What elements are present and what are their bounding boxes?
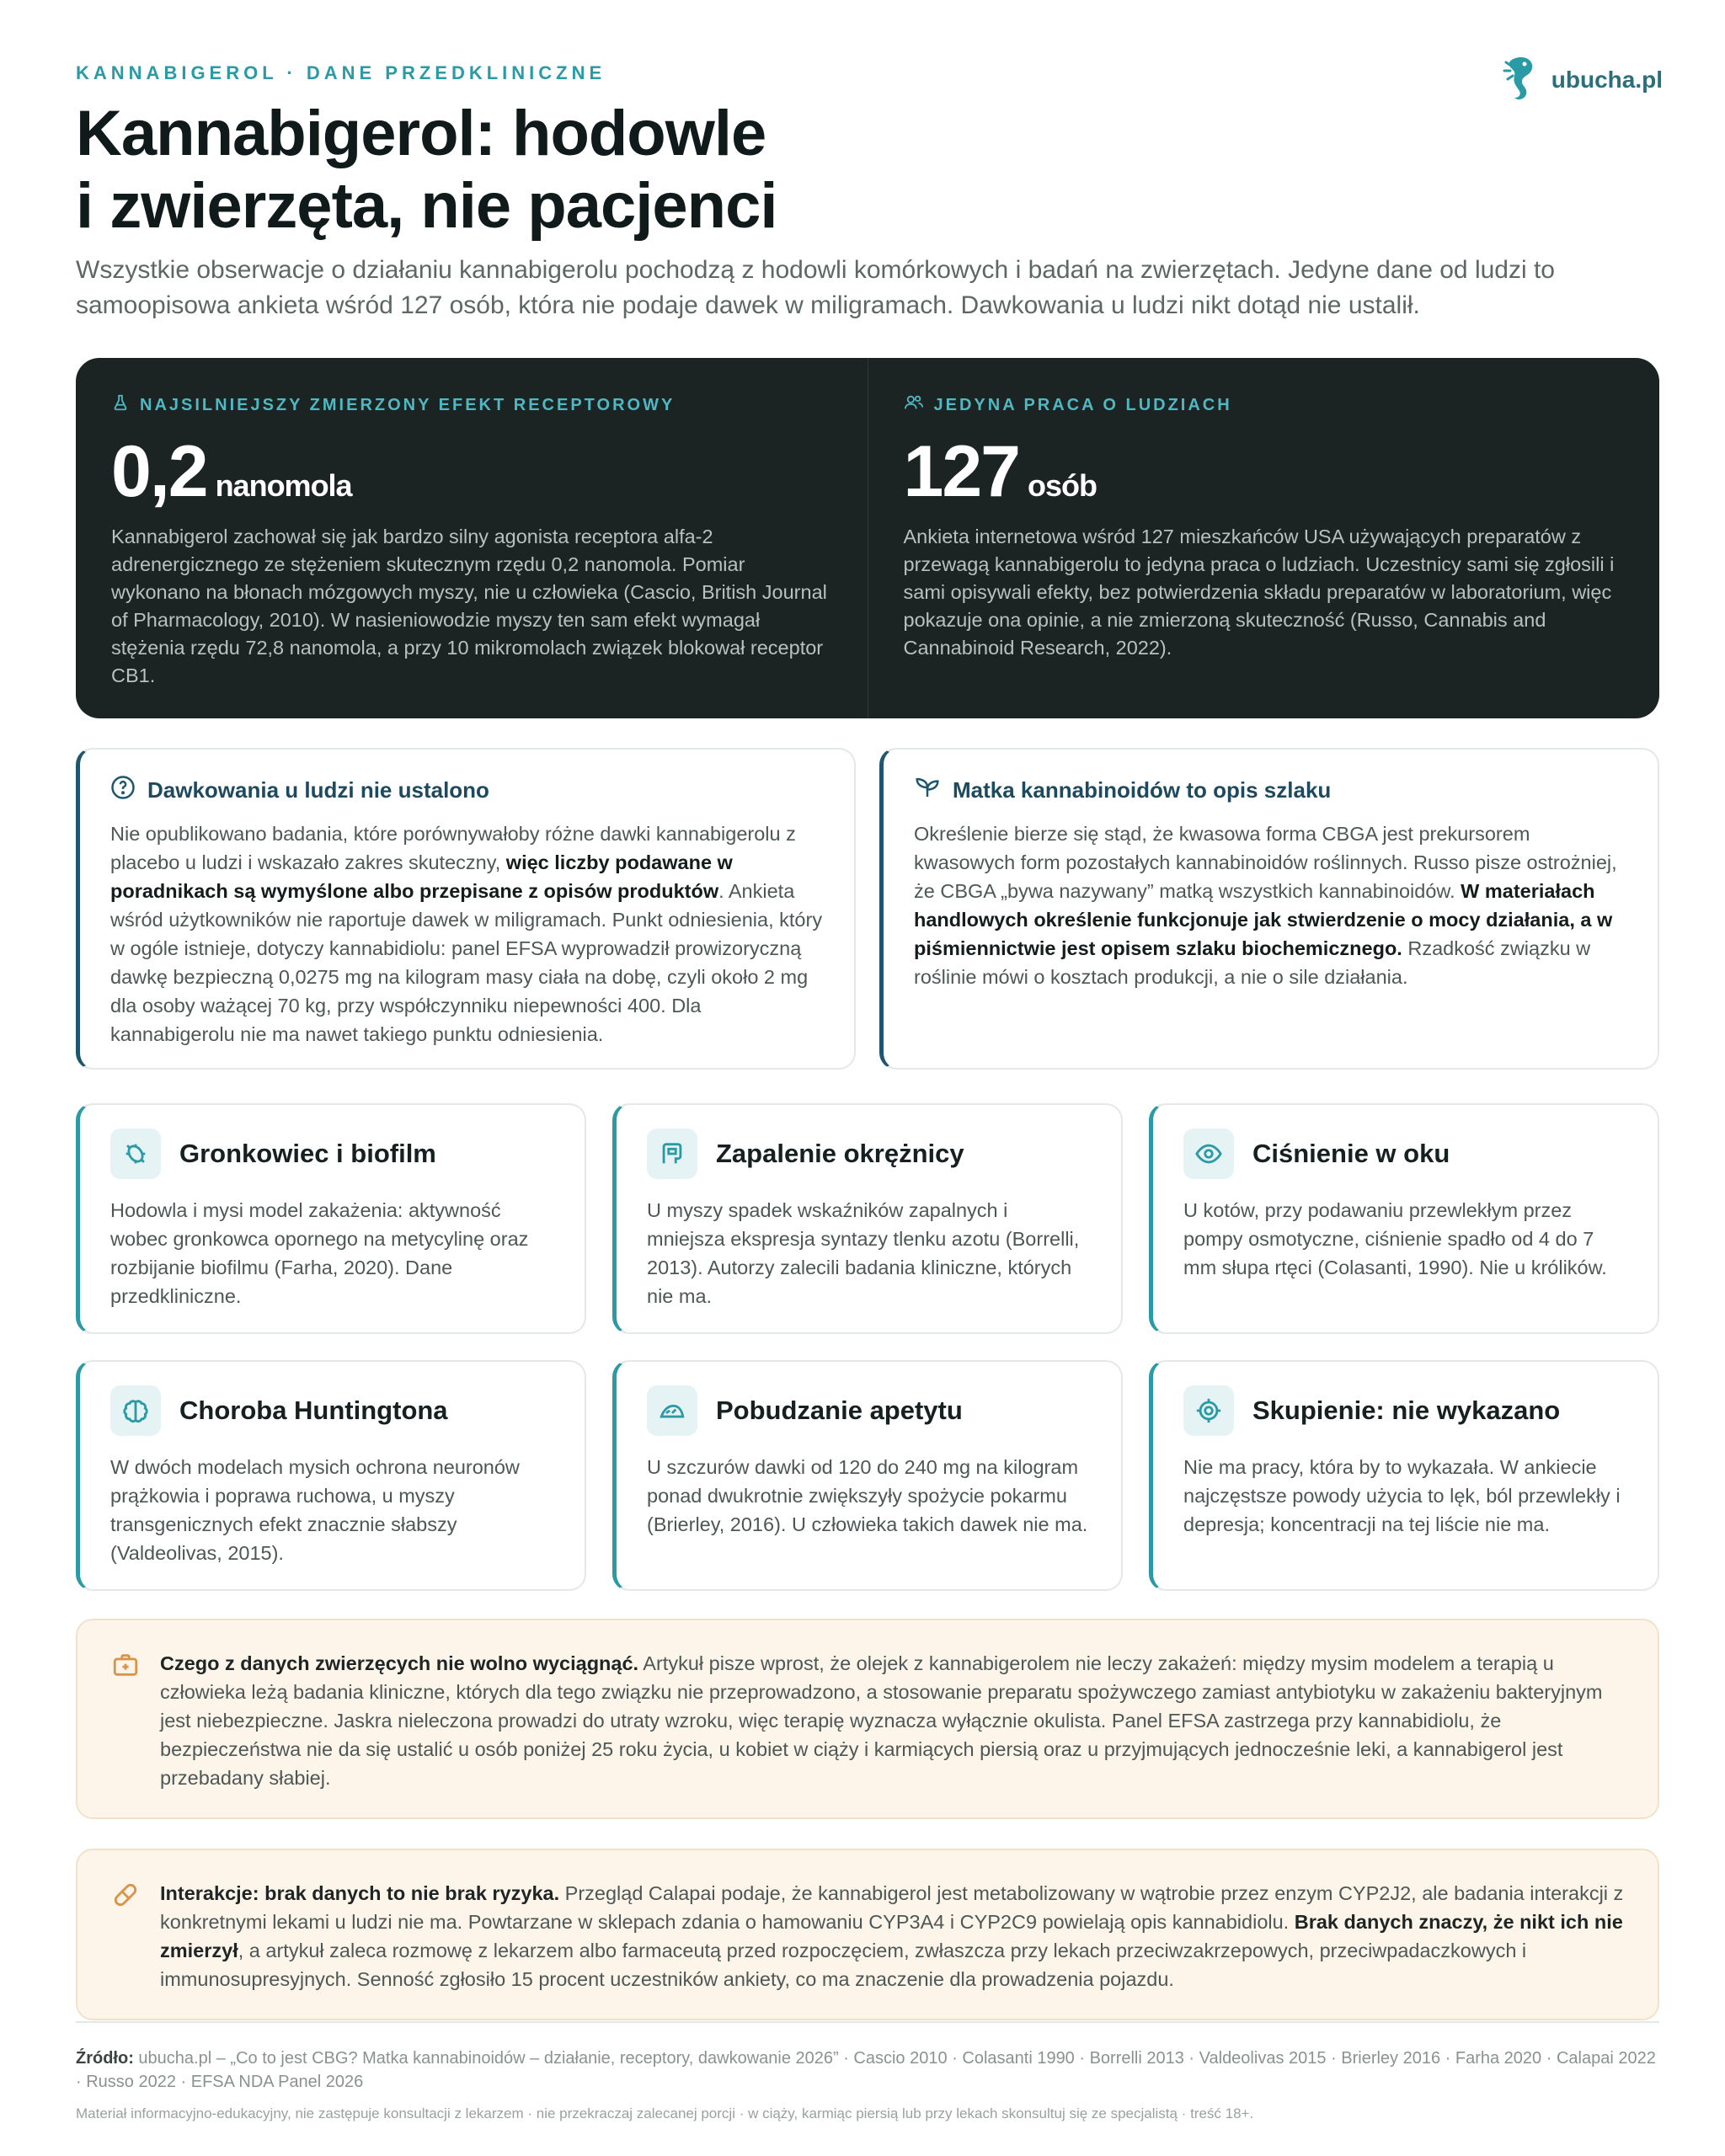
info-box-dosing	[76, 748, 856, 1070]
card-text: Nie ma pracy, która by to wykazała. W ankiecie najczęstsze powody użycia to lęk, ból przewlekły i depresja; koncentracji na tej liście nie ma.	[1183, 1456, 1621, 1535]
focus-target-icon	[1183, 1385, 1234, 1436]
key-stats-panel	[76, 358, 1659, 718]
stat-human-study	[868, 358, 1660, 718]
card-title: Choroba Huntingtona	[179, 1396, 448, 1425]
info-box-mother-cannabinoid	[879, 748, 1659, 1070]
pill-icon	[111, 1881, 140, 2019]
title-line-1: Kannabigerol: hodowle	[76, 98, 766, 169]
page-title	[76, 98, 777, 243]
info-box-text: Nie opublikowano badania, które porównywałoby różne dawki kannabigerolu z placebo u ludzi i wskazało zakres skuteczny, więc liczby podawane w poradnikach są wymyślone albo przepisane z opisów produktów. Ankieta wśród użytkowników nie raportuje dawek w miligramach. Punkt odniesienia, który w ogóle istnieje, dotyczy kannabidiolu: panel EFSA wyprowadził prowizoryczną dawkę bezpieczną 0,0275 mg na kilogram masy ciała na dobę, czyli około 2 mg dla osoby ważącej 70 kg, przy współczynniku niepewności 400. Dla kannabigerolu nie ma nawet takiego punktu odniesienia.	[110, 823, 823, 1045]
stat-number: 0,2	[111, 431, 207, 512]
warning-text: Czego z danych zwierzęcych nie wolno wyciągnąć. Artykuł pisze wprost, że olejek z kannabigerolem nie leczy zakażeń: między mysim modelem a terapią u człowieka leżą badania kliniczne, których dla tego związku nie przeprowadzono, a stosowanie preparatu spożywczego zamiast antybiotyku w zakażeniu bakteryjnym jest niebezpieczne. Jaskra nieleczona prowadzi do utraty wzroku, więc terapię wyznacza wyłącznie okulista. Panel EFSA zastrzega przy kannabidiolu, że bezpieczeństwa nie da się ustalić u osób poniżej 25 roku życia, u kobiet w ciąży i karmiących piersią oraz u przyjmujących jednocześnie leki, a kannabigerol jest przebadany słabiej.	[160, 1652, 1603, 1789]
lead-paragraph: Wszystkie obserwacje o działaniu kannabigerolu pochodzą z hodowli komórkowych i badań na zwierzętach. Jedyne dane od ludzi to samoopisowa ankieta wśród 127 osób, która nie podaje dawek w miligramach. Dawkowania u ludzi nikt dotąd nie ustalił.	[76, 256, 1555, 319]
stat-label	[904, 393, 1625, 417]
stat-label	[111, 393, 832, 417]
info-box-title: Dawkowania u ludzi nie ustalono	[147, 777, 489, 803]
intestine-icon	[647, 1129, 697, 1179]
eyebrow-label: KANNABIGEROL · DANE PRZEDKLINICZNE	[76, 62, 606, 83]
info-box-text: Określenie bierze się stąd, że kwasowa forma CBGA jest prekursorem kwasowych form pozostałych kannabinoidów roślinnych. Russo pisze ostrożniej, że CBGA „bywa nazywany” matką wszystkich kannabinoidów. W materiałach handlowych określenie funkcjonuje jak stwierdzenie o mocy działania, a w piśmiennictwie jest opisem szlaku biochemicznego. Rzadkość związku w roślinie mówi o kosztach produkcji, a nie o sile działania.	[914, 823, 1617, 988]
topic-card-eye-pressure	[1149, 1103, 1659, 1334]
card-text: W dwóch modelach mysich ochrona neuronów prążkowia i poprawa ruchowa, u myszy transgenicznych efekt znacznie słabszy (Valdeolivas, 2015).	[110, 1456, 520, 1564]
stat-number: 127	[903, 431, 1019, 512]
stat-description: Ankieta internetowa wśród 127 mieszkańców USA używających preparatów z przewagą kannabigerolu to jedyna praca o ludziach. Uczestnicy sami się zgłosili i sami opisywali efekty, bez potwierdzenia składu preparatów w laboratorium, więc pokazuje ona opinie, a nie zmierzoną skuteczność (Russo, Cannabis and Cannabinoid Research, 2022).	[903, 526, 1615, 659]
card-title: Ciśnienie w oku	[1252, 1139, 1450, 1168]
stat-receptor-effect	[76, 358, 868, 718]
appetite-icon	[647, 1385, 697, 1436]
topic-card-focus	[1149, 1360, 1659, 1591]
disclaimer: Materiał informacyjno-edukacyjny, nie zastępuje konsultacji z lekarzem · nie przekraczaj zalecanej porcji · w ciąży, karmiąc piersią lub przy lekach skonsultuj się ze specjalistą · treść 18+.	[76, 2105, 1254, 2121]
card-text: U myszy spadek wskaźników zapalnych i mniejsza ekspresja syntazy tlenku azotu (Borrelli, 2013). Autorzy zalecili badania kliniczne, których nie ma.	[647, 1199, 1080, 1307]
topic-card-staph	[76, 1103, 586, 1334]
stat-label-text: NAJSILNIEJSZY ZMIERZONY EFEKT RECEPTOROWY	[140, 395, 676, 414]
flask-icon	[111, 393, 130, 417]
bacteria-icon	[110, 1129, 161, 1179]
seahorse-logo-icon	[1499, 52, 1540, 107]
stat-label-text: JEDYNA PRACA O LUDZIACH	[933, 395, 1232, 414]
stat-unit: nanomola	[215, 468, 352, 503]
warning-text: Interakcje: brak danych to nie brak ryzyka. Przegląd Calapai podaje, że kannabigerol jest metabolizowany w wątrobie przez enzym CYP2J2, ale badania interakcji z konkretnymi lekami u ludzi nie ma. Powtarzane w sklepach zdania o hamowaniu CYP3A4 i CYP2C9 powielają opis kannabidiolu. Brak danych znaczy, że nikt ich nie zmierzył, a artykuł zaleca rozmowę z lekarzem albo farmaceutą przed rozpoczęciem, zwłaszcza przy lekach przeciwzakrzepowych, przeciwpadaczkowych i immunosupresyjnych. Senność zgłosiło 15 procent uczestników ankiety, co ma znaczenie dla prowadzenia pojazdu.	[160, 1882, 1624, 1990]
medical-kit-icon	[111, 1651, 140, 1817]
topic-card-huntington	[76, 1360, 586, 1591]
card-text: U kotów, przy podawaniu przewlekłym przez pompy osmotyczne, ciśnienie spadło od 4 do 7 mm słupa rtęci (Colasanti, 1990). Nie u królików.	[1183, 1199, 1607, 1278]
stat-value	[903, 431, 1625, 512]
people-icon	[904, 393, 924, 417]
card-title: Zapalenie okrężnicy	[716, 1139, 964, 1168]
question-circle-icon	[110, 775, 136, 806]
eye-icon	[1183, 1129, 1234, 1179]
card-text: Hodowla i mysi model zakażenia: aktywność wobec gronkowca opornego na metycylinę oraz rozbijanie biofilmu (Farha, 2020). Dane przedkliniczne.	[110, 1199, 529, 1307]
card-title: Skupienie: nie wykazano	[1252, 1396, 1561, 1425]
info-box-heading	[110, 775, 824, 806]
card-text: U szczurów dawki od 120 do 240 mg na kilogram ponad dwukrotnie zwiększyły spożycie pokarmu (Brierley, 2016). U człowieka takich dawek nie ma.	[647, 1456, 1088, 1535]
stat-description: Kannabigerol zachował się jak bardzo silny agonista receptora alfa-2 adrenergicznego ze stężeniem skutecznym rzędu 0,2 nanomola. Pomiar wykonano na błonach mózgowych myszy, nie u człowieka (Cascio, British Journal of Pharmacology, 2010). W nasieniowodzie myszy ten sam efekt wymagał stężenia rzędu 72,8 nanomola, a przy 10 mikromolach związek blokował receptor CB1.	[111, 526, 827, 686]
warning-box-animal-data	[76, 1619, 1659, 1819]
warning-box-interactions	[76, 1849, 1659, 2020]
stat-unit: osób	[1028, 468, 1097, 503]
topic-card-colitis	[612, 1103, 1123, 1334]
card-title: Gronkowiec i biofilm	[179, 1139, 436, 1168]
card-title: Pobudzanie apetytu	[716, 1396, 963, 1425]
info-box-title: Matka kannabinoidów to opis szlaku	[953, 777, 1332, 803]
brand-name: ubucha.pl	[1551, 66, 1663, 93]
topic-card-appetite	[612, 1360, 1123, 1591]
stat-value	[111, 431, 832, 512]
title-line-2: i zwierzęta, nie pacjenci	[76, 170, 777, 242]
brain-icon	[110, 1385, 161, 1436]
footer-divider	[76, 2021, 1659, 2023]
brand-logo-link[interactable]	[1499, 52, 1663, 107]
info-box-heading	[914, 775, 1627, 806]
source-citation: Źródło: ubucha.pl – „Co to jest CBG? Matka kannabinoidów – działanie, receptory, dawkowanie 2026” · Cascio 2010 · Colasanti 1990 · Borrelli 2013 · Valdeolivas 2015 · Brierley 2016 · Farha 2020 · Calapai 2022 · Russo 2022 · EFSA NDA Panel 2026	[76, 2049, 1656, 2091]
sprout-icon	[914, 775, 941, 806]
